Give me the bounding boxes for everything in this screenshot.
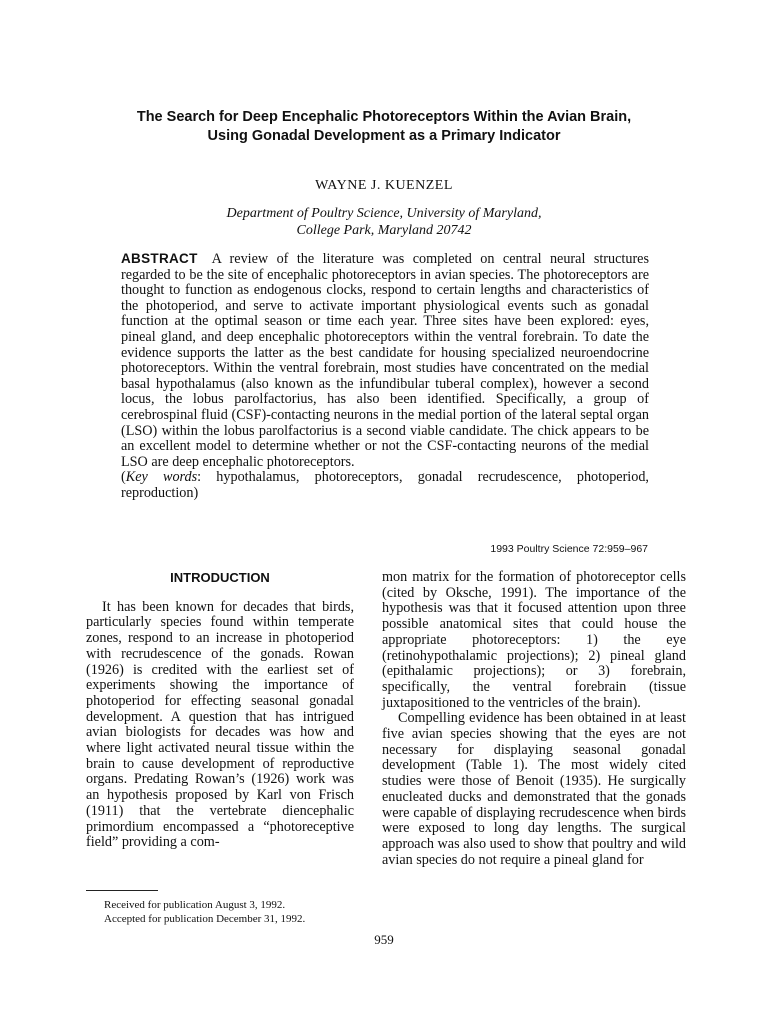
footnote-accepted: Accepted for publication December 31, 1992.	[104, 913, 306, 925]
intro-paragraph-1: It has been known for decades that birds, particularly species found within temperate zones, respond to an increase in photoperiod with recrudescence of the gonads. Rowan (1926) is credited with the earliest set of experiments showing the importance of photoperiod for effecting seasonal gonadal development. A question that has intrigued avian biologists for decades was how and where light activated neural tissue within the brain to cause development of reproductive organs. Predating Rowan’s (1926) work was an hypothesis proposed by Karl von Frisch (1911) that the vertebrate diencephalic primordium encompassed a “photoreceptive field” providing a com-	[86, 598, 354, 851]
author-affiliation	[140, 205, 628, 239]
introduction-heading: INTRODUCTION	[170, 570, 270, 585]
intro-paragraph-2: Compelling evidence has been obtained in at least five avian species showing that the eyes are not necessary for displaying seasonal gonadal development (Table 1). The most widely cited studies were those of Benoit (1935). He surgically enucleated ducks and demonstrated that the gonads were capable of displaying recrudescence when birds were exposed to long day lengths. The surgical approach was also used to show that poultry and wild avian species do not require a pineal gland for	[382, 710, 686, 868]
footnotes	[104, 898, 305, 926]
keywords-label: Key words	[125, 469, 198, 486]
author-name: WAYNE J. KUENZEL	[315, 178, 453, 193]
intro-paragraph-1-continued: mon matrix for the formation of photoreceptor cells (cited by Oksche, 1991). The importance of the hypothesis was that it focused attention upon three possible anatomical sites that could house the appropriate photoreceptors: 1) the eye (retinohypothalamic projections); 2) pineal gland (epithalamic projections); or 3) forebrain, specifically, the ventral forebrain (tissue juxtapositioned to the ventricles of the brain).	[382, 569, 686, 711]
abstract-block	[121, 251, 649, 502]
affiliation-line-2: College Park, Maryland 20742	[296, 223, 472, 238]
left-column	[86, 570, 354, 851]
page-number: 959	[374, 932, 394, 947]
footnote-divider	[86, 890, 158, 891]
abstract-text: A review of the literature was completed on central neural structures regarded to be the site of encephalic photoreceptors in avian species. The photoreceptors are thought to function as endogenous clocks, respond to certain lengths and characteristics of the photoperiod, and serve to activate important physiological events such as gonadal function at the optimal season or time each year. Three sites have been explored: eyes, pineal gland, and deep encephalic photoreceptors within the ventral forebrain. To date the evidence supports the latter as the best candidate for housing specialized neuroendocrine photoreceptors. Within the ventral forebrain, most studies have concentrated on the medial basal hypothalamus (also known as the infundibular tuberal complex), however a second locus, the lobus parolfactorius, has also been identified. Specifically, a group of cerebrospinal fluid (CSF)-contacting neurons in the medial portion of the lateral septal organ (LSO) within the lobus parolfactorius is a second viable candidate. The chick appears to be an excellent model to determine whether or not the CSF-contacting neurons of the medial LSO are deep encephalic photoreceptors.	[121, 251, 649, 470]
keywords-open: (	[121, 469, 126, 486]
right-column	[382, 570, 686, 868]
article-title: The Search for Deep Encephalic Photoreceptors Within the Avian Brain, Using Gonadal Development as a Primary Indicator	[136, 109, 632, 144]
journal-citation: 1993 Poultry Science 72:959–967	[490, 543, 648, 555]
keywords-text: : hypothalamus, photoreceptors, gonadal recrudescence, photoperiod, reproduction)	[121, 469, 649, 501]
footnote-received: Received for publication August 3, 1992.	[104, 899, 286, 911]
abstract-label: ABSTRACT	[121, 251, 198, 266]
affiliation-line-1: Department of Poultry Science, University of Maryland,	[226, 206, 542, 221]
